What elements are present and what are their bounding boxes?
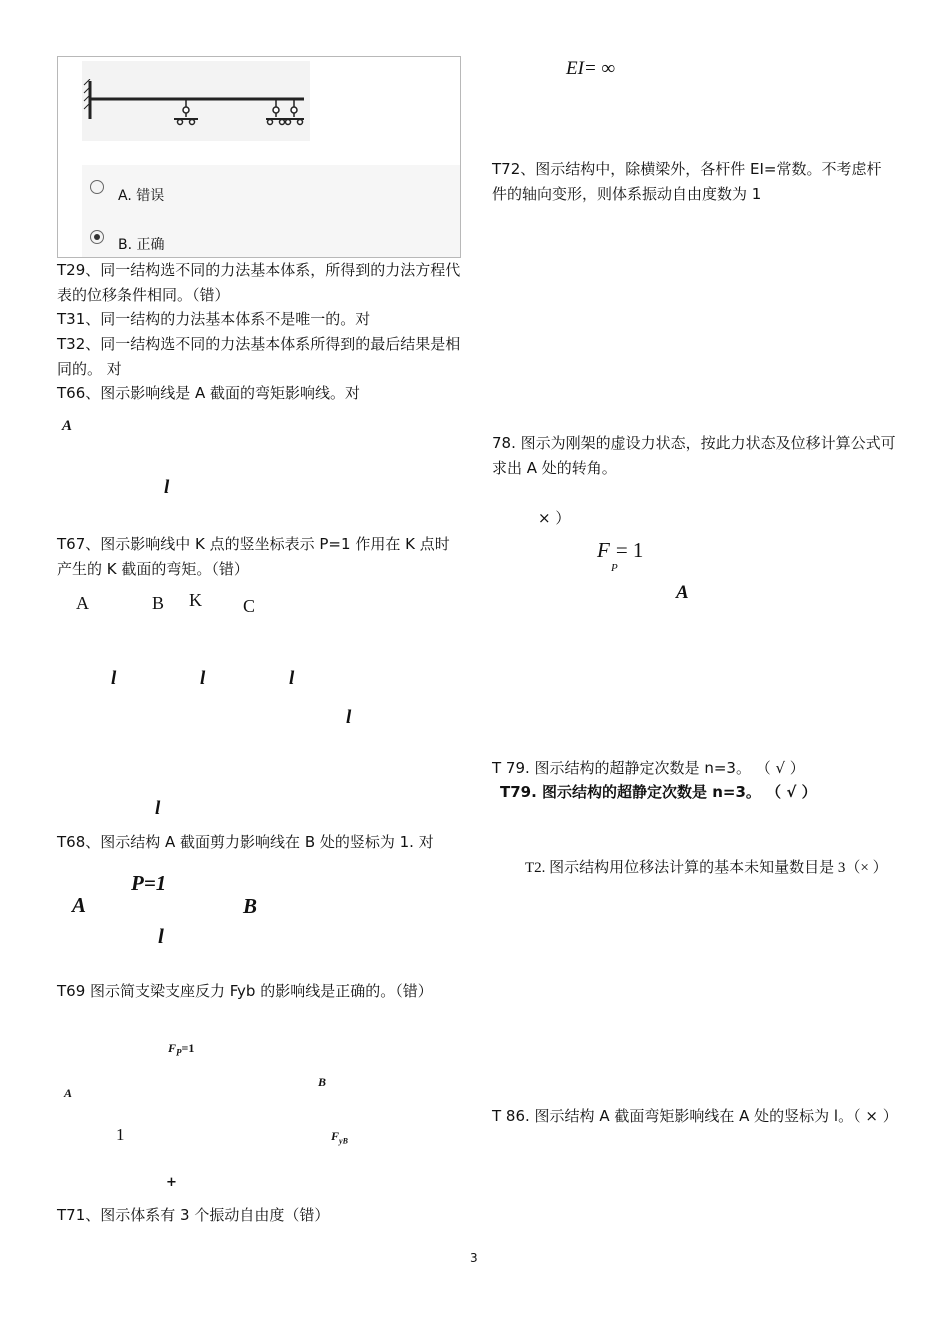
t69-label-b: B [318,1075,327,1089]
question-t72: T72、图示结构中，除横梁外，各杆件 EI=常数。不考虑杆件的轴向变形，则体系振动自由度数为 1 [492,160,882,203]
roller-support-1 [174,99,198,125]
option-a-label[interactable]: A. 错误 [118,188,165,204]
t68-label-l: l [158,924,164,948]
question-78-mark: × ） [538,509,571,527]
q78-label-fp-sub: P [611,562,618,574]
t67-label-l3: l [289,668,295,689]
t67-label-l1: l [111,668,117,689]
t67-label-c: C [243,596,256,616]
question-t68: T68、图示结构 A 截面剪力影响线在 B 处的竖标为 1. 对 [57,833,434,851]
question-t2 [492,856,898,881]
question-t2-text: T2. 图示结构用位移法计算的基本未知量数目是 3（× ） [525,860,888,876]
question-t67: T67、图示影响线中 K 点的竖坐标表示 P=1 作用在 K 点时产生的 K 截面的弯矩。（错） [57,535,450,578]
question-t79-a: T 79. 图示结构的超静定次数是 n=3。 （ √ ） [492,759,805,777]
q78-label-fp: F = 1 [597,538,644,562]
question-t69: T69 图示简支梁支座反力 Fyb 的影响线是正确的。（错） [57,982,433,1000]
beam-diagram [82,79,322,131]
question-t31: T31、同一结构的力法基本体系不是唯一的。对 [57,310,371,328]
quiz-figure [57,56,461,258]
t67-label-l4: l [346,707,352,728]
t67-label-k: K [189,590,202,610]
question-t86: T 86. 图示结构 A 截面弯矩影响线在 A 处的竖标为 l。（ × ） [492,1107,898,1125]
t69-label-fyb: $F_{yB}$ [331,1129,348,1146]
roller-support-2 [266,99,304,125]
t67-label-l5: l [155,798,161,819]
t66-label-a: A [62,418,73,434]
option-a-radio[interactable] [90,180,104,194]
option-b-radio[interactable] [90,230,104,244]
q78-label-a: A [676,582,689,603]
question-t71: T71、图示体系有 3 个振动自由度（错） [57,1206,330,1224]
t69-label-a: A [64,1086,73,1100]
ei-label: EI= ∞ [566,58,616,79]
t69-label-fp: $F_P=1$ [168,1041,195,1058]
t68-label-a: A [72,893,87,917]
t67-label-l2: l [200,668,206,689]
t68-label-b: B [243,894,258,918]
t67-label-a: A [76,593,89,613]
t68-label-p: P=1 [131,871,167,895]
question-t79-b: T79. 图示结构的超静定次数是 n=3。 （ √ ） [500,783,817,801]
t67-label-b: B [152,593,165,613]
question-78: 78. 图示为刚架的虚设力状态，按此力状态及位移计算公式可求出 A 处的转角。 [492,434,896,477]
option-b-label[interactable]: B. 正确 [118,237,165,253]
t69-label-one: 1 [116,1125,125,1144]
page-number: 3 [470,1251,478,1265]
question-t66: T66、图示影响线是 A 截面的弯矩影响线。对 [57,384,361,402]
t69-label-plus: + [166,1175,177,1190]
question-t29: T29、同一结构选不同的力法基本体系，所得到的力法方程代表的位移条件相同。（错） [57,261,461,304]
t66-label-l: l [164,477,170,498]
question-t32: T32、同一结构选不同的力法基本体系所得到的最后结果是相同的。 对 [57,335,461,378]
